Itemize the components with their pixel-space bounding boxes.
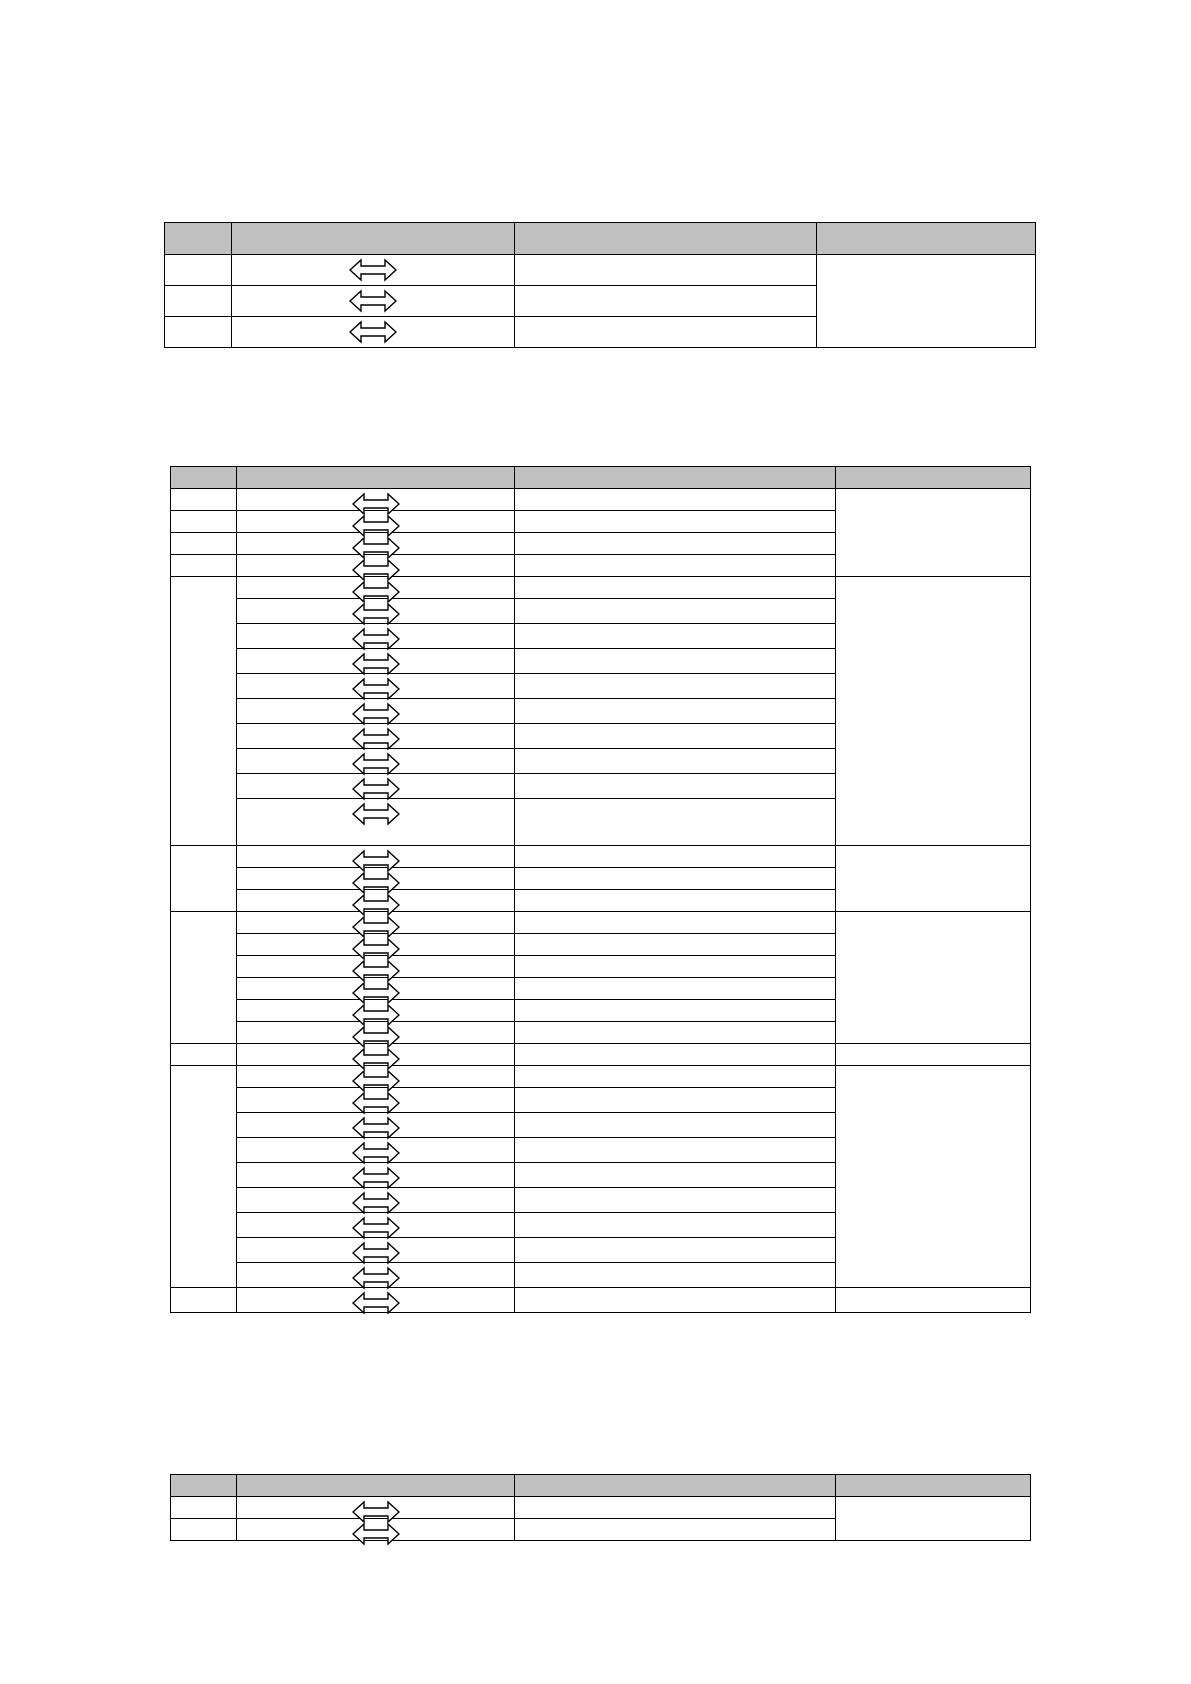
table-cell <box>237 1519 515 1541</box>
table-cell <box>515 1213 836 1238</box>
table-cell <box>515 934 836 956</box>
table-1-header-row <box>165 223 1036 255</box>
table-1 <box>164 222 1036 348</box>
table-cell <box>237 749 515 774</box>
table-cell <box>237 577 515 599</box>
table-cell <box>237 868 515 890</box>
table-cell <box>237 599 515 624</box>
table-cell <box>171 1288 237 1313</box>
table-cell <box>171 555 237 577</box>
table-cell <box>515 868 836 890</box>
table-cell <box>165 255 232 286</box>
table-cell <box>171 577 237 846</box>
table-cell <box>515 555 836 577</box>
table-cell <box>515 956 836 978</box>
table-row <box>171 1288 1031 1313</box>
table-cell <box>171 1497 237 1519</box>
table-cell <box>237 624 515 649</box>
table-cell <box>237 934 515 956</box>
table-cell <box>237 774 515 799</box>
table-cell <box>237 1000 515 1022</box>
table-cell <box>836 1497 1031 1541</box>
table-cell <box>237 1066 515 1088</box>
double-arrow-icon <box>352 627 400 651</box>
table-cell <box>237 489 515 511</box>
table-cell <box>836 846 1031 912</box>
table-cell <box>237 724 515 749</box>
double-arrow-icon <box>352 702 400 726</box>
table-cell <box>836 1044 1031 1066</box>
table-cell <box>237 912 515 934</box>
table-cell <box>232 317 515 348</box>
table-cell <box>237 846 515 868</box>
table-cell <box>515 724 836 749</box>
table-2-header-cell <box>515 467 836 489</box>
table-cell <box>165 317 232 348</box>
table-row <box>171 1066 1031 1088</box>
double-arrow-icon <box>352 1091 400 1115</box>
table-cell <box>237 1497 515 1519</box>
table-cell <box>515 489 836 511</box>
double-arrow-icon <box>352 1191 400 1215</box>
double-arrow-icon <box>352 652 400 676</box>
table-cell <box>515 1163 836 1188</box>
table-2-header-row <box>171 467 1031 489</box>
table-cell <box>515 317 817 348</box>
table-cell <box>836 489 1031 577</box>
table-cell <box>237 1138 515 1163</box>
table-1-header-cell <box>165 223 232 255</box>
table-cell <box>515 649 836 674</box>
table-cell <box>237 649 515 674</box>
table-cell <box>237 1088 515 1113</box>
table-cell <box>515 799 836 846</box>
table-cell <box>237 511 515 533</box>
double-arrow-icon <box>352 777 400 801</box>
table-cell <box>515 674 836 699</box>
table-cell <box>237 1188 515 1213</box>
table-cell <box>515 978 836 1000</box>
table-cell <box>237 956 515 978</box>
table-cell <box>515 749 836 774</box>
table-cell <box>515 599 836 624</box>
double-arrow-icon <box>352 802 400 826</box>
double-arrow-icon <box>352 1141 400 1165</box>
double-arrow-icon <box>349 258 397 282</box>
double-arrow-icon <box>352 752 400 776</box>
table-cell <box>171 846 237 912</box>
table-cell <box>515 1138 836 1163</box>
table-row <box>171 912 1031 934</box>
table-cell <box>232 286 515 317</box>
table-cell <box>515 774 836 799</box>
table-cell <box>237 978 515 1000</box>
table-cell <box>237 533 515 555</box>
table-cell <box>237 799 515 846</box>
table-cell <box>237 1238 515 1263</box>
table-cell <box>515 533 836 555</box>
table-cell <box>515 846 836 868</box>
table-1-header-cell <box>817 223 1036 255</box>
table-cell <box>515 1263 836 1288</box>
table-row <box>165 255 1036 286</box>
double-arrow-icon <box>352 1116 400 1140</box>
table-cell <box>515 286 817 317</box>
table-cell <box>171 912 237 1044</box>
table-cell <box>171 489 237 511</box>
table-cell <box>515 1066 836 1088</box>
table-cell <box>515 577 836 599</box>
table-1-header-cell <box>515 223 817 255</box>
table-1-header-cell <box>232 223 515 255</box>
table-cell <box>836 1288 1031 1313</box>
table-cell <box>836 912 1031 1044</box>
table-cell <box>515 1288 836 1313</box>
table-2-header-cell <box>237 467 515 489</box>
table-cell <box>171 1519 237 1541</box>
table-cell <box>515 624 836 649</box>
table-3-header-cell <box>237 1475 515 1497</box>
table-cell <box>237 1044 515 1066</box>
table-cell <box>165 286 232 317</box>
table-cell <box>515 890 836 912</box>
double-arrow-icon <box>352 1266 400 1290</box>
double-arrow-icon <box>352 1522 400 1546</box>
table-2 <box>170 466 1031 1313</box>
table-cell <box>171 511 237 533</box>
table-cell <box>232 255 515 286</box>
table-3-header-cell <box>171 1475 237 1497</box>
double-arrow-icon <box>352 1291 400 1315</box>
table-row <box>171 1044 1031 1066</box>
double-arrow-icon <box>352 1166 400 1190</box>
double-arrow-icon <box>349 320 397 344</box>
table-cell <box>237 1288 515 1313</box>
table-cell <box>237 1113 515 1138</box>
table-row <box>171 846 1031 868</box>
table-cell <box>237 1213 515 1238</box>
table-cell <box>237 1022 515 1044</box>
table-cell <box>515 1238 836 1263</box>
table-cell <box>237 674 515 699</box>
table-3 <box>170 1474 1031 1541</box>
table-cell <box>836 577 1031 846</box>
table-cell <box>237 890 515 912</box>
double-arrow-icon <box>352 1241 400 1265</box>
table-3-header-row <box>171 1475 1031 1497</box>
table-cell <box>171 533 237 555</box>
table-cell <box>515 255 817 286</box>
table-cell <box>515 1022 836 1044</box>
table-cell <box>515 1188 836 1213</box>
table-cell <box>515 511 836 533</box>
table-3-header-cell <box>836 1475 1031 1497</box>
table-cell <box>515 1113 836 1138</box>
table-3-header-cell <box>515 1475 836 1497</box>
table-cell <box>171 1066 237 1288</box>
table-cell <box>515 1088 836 1113</box>
table-row <box>171 577 1031 599</box>
table-2-header-cell <box>836 467 1031 489</box>
table-cell <box>515 1044 836 1066</box>
double-arrow-icon <box>352 602 400 626</box>
table-cell <box>515 699 836 724</box>
table-cell <box>515 912 836 934</box>
double-arrow-icon <box>352 1216 400 1240</box>
table-cell <box>515 1519 836 1541</box>
table-row <box>171 1497 1031 1519</box>
table-cell <box>515 1000 836 1022</box>
table-cell <box>836 1066 1031 1288</box>
double-arrow-icon <box>352 727 400 751</box>
table-cell <box>237 1163 515 1188</box>
table-2-header-cell <box>171 467 237 489</box>
table-cell <box>817 255 1036 348</box>
double-arrow-icon <box>349 289 397 313</box>
table-cell <box>237 699 515 724</box>
table-cell <box>237 1263 515 1288</box>
table-row <box>171 489 1031 511</box>
double-arrow-icon <box>352 677 400 701</box>
table-cell <box>237 555 515 577</box>
table-cell <box>515 1497 836 1519</box>
table-cell <box>171 1044 237 1066</box>
